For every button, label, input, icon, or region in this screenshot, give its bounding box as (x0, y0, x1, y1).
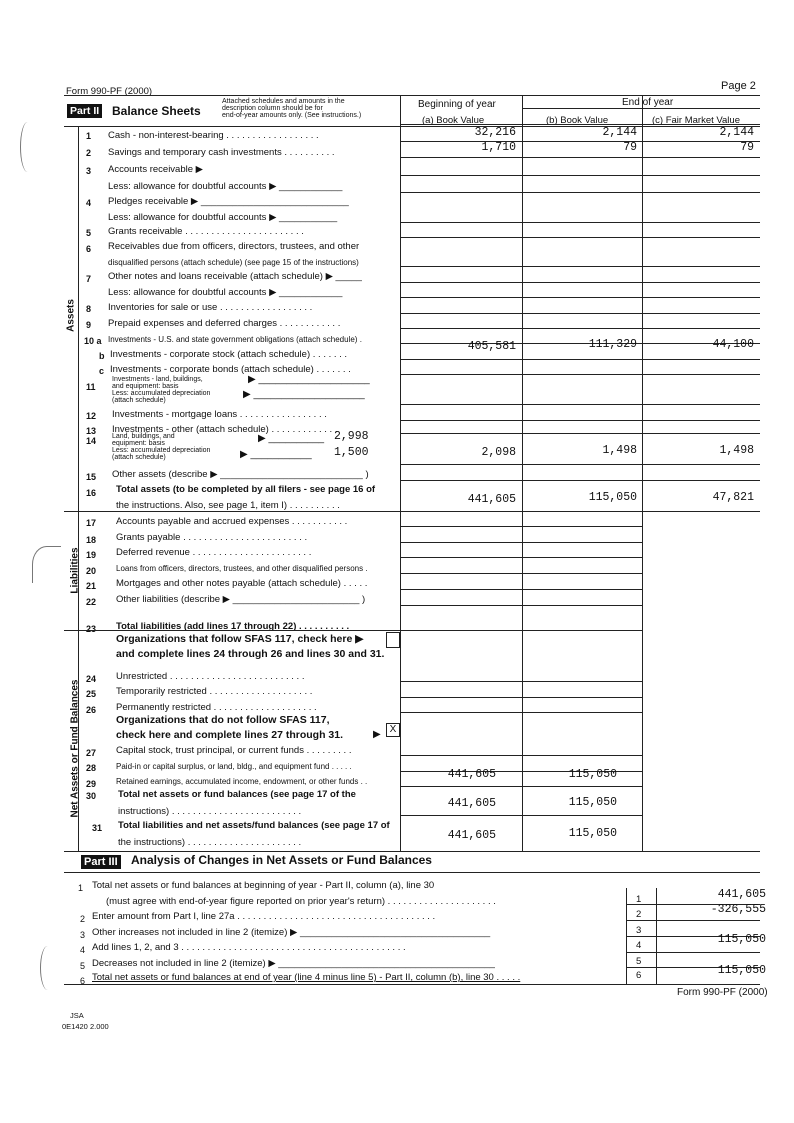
line-num: 13 (86, 426, 97, 436)
line-desc-2: the instructions. Also, see page 1, item I) . . . . . . . . . . (116, 500, 340, 511)
liabilities-bottom-rule (64, 630, 642, 631)
value-b: 2,144 (602, 126, 637, 139)
col-c-header: (c) Fair Market Value (652, 115, 740, 126)
line-desc: Total net assets or fund balances at end of year (line 4 minus line 5) - Part II, column (b), line 30 . . . . . (92, 972, 521, 983)
line-box-num: 1 (636, 894, 642, 905)
row-rule (400, 480, 760, 481)
line-num: 23 (86, 624, 97, 634)
line-desc: Inventories for sale or use . . . . . . . . . . . . . . . . . . (108, 302, 313, 313)
col-beginning-of-year: Beginning of year (418, 99, 496, 110)
row-rule (400, 157, 760, 158)
value-c: 2,144 (719, 126, 754, 139)
part2-bottom-rule (64, 851, 760, 852)
line-desc-2: the instructions) . . . . . . . . . . . . . . . . . . . . . . (118, 837, 302, 848)
row-rule (400, 542, 642, 543)
jsa-label: JSA (70, 1011, 84, 1020)
row-rule (400, 526, 642, 527)
value-a: 405,581 (467, 340, 516, 353)
line-num: c (99, 366, 105, 376)
row-rule (400, 222, 760, 223)
row-rule (400, 374, 760, 375)
line-desc: Capital stock, trust principal, or current funds . . . . . . . . . (116, 745, 352, 756)
line-num: 4 (80, 945, 86, 955)
value-a: 441,605 (447, 797, 496, 810)
scan-mark (32, 546, 61, 583)
line-num: 5 (86, 228, 92, 238)
arrow-icon: ▶ ___________ (240, 449, 312, 460)
line-desc-2: equipment: basis (112, 440, 165, 447)
line-num: 2 (86, 148, 92, 158)
page-number-text: Page 2 (721, 80, 756, 92)
value: -326,555 (710, 903, 766, 916)
line-num: 22 (86, 597, 97, 607)
line-desc: Other increases not included in line 2 (itemize) ▶ ____________________________________ (92, 927, 491, 938)
sfas117-checkbox[interactable] (386, 632, 400, 648)
line-num: 1 (78, 883, 84, 893)
line-desc: Total assets (to be completed by all filers - see page 16 of (116, 484, 376, 495)
line-num: 15 (86, 472, 97, 482)
row-rule (400, 297, 760, 298)
row-rule (400, 786, 642, 787)
line-num: 6 (80, 976, 86, 986)
line-num: 30 (86, 791, 97, 801)
line-desc: Decreases not included in line 2 (itemize) ▶ _________________________________________ (92, 958, 495, 969)
line-num: 28 (86, 763, 97, 773)
scan-mark (20, 122, 35, 172)
row-rule (626, 920, 760, 921)
value-a: 1,710 (481, 141, 516, 154)
row-rule (626, 952, 760, 953)
form-id-bottom: Form 990-PF (2000) (677, 987, 768, 998)
line-desc-2: instructions) . . . . . . . . . . . . . . . . . . . . . . . . . (118, 806, 302, 817)
line-desc-2: Less: allowance for doubtful accounts ▶ ____________ (108, 181, 343, 192)
line-box-num: 3 (636, 925, 642, 936)
sfas117-text-2: and complete lines 24 through 26 and lines 30 and 31. (116, 648, 385, 660)
line-desc: Investments - corporate bonds (attach schedule) . . . . . . . (110, 364, 351, 375)
line-desc: Total net assets or fund balances at beginning of year - Part II, column (a), line 30 (92, 880, 435, 891)
line-desc: Cash - non-interest-bearing . . . . . . . . . . . . . . . . . . (108, 130, 319, 141)
line-desc-4: (attach schedule) (112, 454, 166, 461)
line-num: 21 (86, 581, 97, 591)
value-a: 441,605 (447, 829, 496, 842)
col-a-header: (a) Book Value (422, 115, 485, 126)
line-desc: Permanently restricted . . . . . . . . . . . . . . . . . . . . (116, 702, 317, 713)
line-desc: Accounts receivable ▶ (108, 164, 203, 175)
line-num: 26 (86, 705, 97, 715)
line-num: 20 (86, 566, 97, 576)
value: 115,050 (717, 964, 766, 977)
line-desc: Land, buildings, and (112, 433, 175, 440)
col-b-header: (b) Book Value (546, 115, 609, 126)
line-box-num: 6 (636, 970, 642, 981)
arrow-icon: ▶ (373, 729, 381, 740)
line-desc: Investments - corporate stock (attach schedule) . . . . . . . (110, 349, 348, 360)
part2-note-2: description column should be for (222, 105, 323, 112)
value-b: 1,498 (602, 444, 637, 457)
line-num: 24 (86, 674, 97, 684)
line-box-num: 4 (636, 940, 642, 951)
value-a: 441,605 (467, 493, 516, 506)
line-num: 7 (86, 274, 92, 284)
line-desc: Loans from officers, directors, trustees, and other disqualified persons . (116, 564, 368, 573)
line-num: 8 (86, 304, 92, 314)
line-num: 19 (86, 550, 97, 560)
nosfas-checkbox[interactable]: X (386, 723, 400, 737)
line-desc: Unrestricted . . . . . . . . . . . . . . . . . . . . . . . . . . (116, 671, 305, 682)
line-desc: Add lines 1, 2, and 3 . . . . . . . . . . . . . . . . . . . . . . . . . . . . . . . . . . . . . . . . . . . (92, 942, 406, 953)
col-header-rule (400, 124, 760, 125)
line-desc: Total net assets or fund balances (see page 17 of the (118, 789, 356, 800)
line-desc-2: disqualified persons (attach schedule) (see page 15 of the instructions) (108, 258, 359, 267)
line-num: 27 (86, 748, 97, 758)
line-num: 29 (86, 779, 97, 789)
part3-bottom-rule (64, 984, 760, 985)
line-desc-2: Less: allowance for doubtful accounts ▶ ____________ (108, 287, 343, 298)
value-c: 47,821 (712, 491, 754, 504)
line-desc: Total liabilities and net assets/fund balances (see page 17 of (118, 820, 390, 831)
line-desc: Accounts payable and accrued expenses . . . . . . . . . . . (116, 516, 348, 527)
value-b: 111,329 (588, 338, 637, 351)
part2-label: Part II (67, 104, 102, 118)
arrow-icon: ▶ ____________________ (243, 389, 365, 400)
value-b: 115,050 (568, 768, 617, 781)
line-num: 4 (86, 198, 92, 208)
line-num: 5 (80, 961, 86, 971)
line-desc: Paid-in or capital surplus, or land, bldg., and equipment fund . . . . . (116, 762, 352, 771)
line-desc: Grants payable . . . . . . . . . . . . . . . . . . . . . . . . (116, 532, 308, 543)
line-num: 9 (86, 320, 92, 330)
form-id-top: Form 990-PF (2000) (66, 86, 153, 97)
arrow-icon: ▶ __________ (258, 433, 325, 444)
line-desc: Investments - U.S. and state government obligations (attach schedule) . (108, 335, 362, 344)
line-desc: Prepaid expenses and deferred charges . . . . . . . . . . . . (108, 318, 341, 329)
value-c: 79 (740, 141, 754, 154)
line-box-num: 2 (636, 909, 642, 920)
row-rule (400, 175, 760, 176)
line-desc-3: Less: accumulated depreciation (112, 447, 211, 454)
line-desc: Temporarily restricted . . . . . . . . . . . . . . . . . . . . (116, 686, 313, 697)
col-b-left-rule (522, 96, 523, 852)
col-a-left-rule (400, 96, 401, 852)
value-b: 115,050 (568, 827, 617, 840)
line-desc: Receivables due from officers, directors, trustees, and other (108, 241, 360, 252)
line-desc: Deferred revenue . . . . . . . . . . . . . . . . . . . . . . . (116, 547, 312, 558)
assets-bottom-rule (64, 511, 760, 512)
row-rule (400, 282, 760, 283)
line-desc: Savings and temporary cash investments . . . . . . . . . . (108, 147, 335, 158)
value-a: 32,216 (474, 126, 516, 139)
line-num: b (99, 351, 105, 361)
row-rule (400, 464, 760, 465)
line-desc-2: Less: allowance for doubtful accounts ▶ ___________ (108, 212, 338, 223)
line-desc: Other assets (describe ▶ ___________________________ ) (112, 469, 369, 480)
line-desc: Investments - other (attach schedule) . . . . . . . . . . . . . (112, 424, 338, 435)
basis-value: 2,998 (334, 430, 369, 443)
value-b: 115,050 (588, 491, 637, 504)
col-c-left-rule (642, 96, 643, 852)
header-rule (64, 95, 760, 96)
row-rule (400, 589, 642, 590)
part2-note-1: Attached schedules and amounts in the (222, 98, 345, 105)
line-desc: Investments - land, buildings, (112, 376, 203, 383)
part2-note-3: end-of-year amounts only. (See instructions.) (222, 112, 362, 119)
line-desc-3: Less: accumulated depreciation (112, 390, 211, 397)
line-desc: Enter amount from Part I, line 27a . . . . . . . . . . . . . . . . . . . . . . . . . . . . . . . . . . . . . . (92, 911, 436, 922)
line-desc: Investments - mortgage loans . . . . . . . . . . . . . . . . . (112, 409, 327, 420)
row-rule (400, 433, 760, 434)
jsa-code: 0E1420 2.000 (62, 1022, 109, 1031)
row-rule (400, 681, 642, 682)
row-rule (400, 404, 760, 405)
line-num: 31 (92, 823, 103, 833)
part2-title: Balance Sheets (112, 104, 201, 118)
line-desc: Mortgages and other notes payable (attach schedule) . . . . . (116, 578, 368, 589)
row-rule (400, 266, 760, 267)
line-num: 1 (86, 131, 92, 141)
sfas117-text: Organizations that follow SFAS 117, check here ▶ (116, 633, 364, 645)
scan-mark (40, 946, 55, 990)
row-rule (400, 313, 760, 314)
line-desc: Other liabilities (describe ▶ ________________________ ) (116, 594, 366, 605)
row-rule (400, 557, 642, 558)
row-rule (400, 192, 760, 193)
line-num: 3 (86, 166, 92, 176)
side-label-assets: Assets (65, 299, 77, 332)
line-desc: Grants receivable . . . . . . . . . . . . . . . . . . . . . . . (108, 226, 304, 237)
value: 441,605 (717, 888, 766, 901)
side-label-net-assets: Net Assets or Fund Balances (69, 679, 81, 818)
line-desc: Total liabilities (add lines 17 through 22) . . . . . . . . . . (116, 621, 350, 632)
line-num: 11 (86, 382, 96, 392)
line-num: 16 (86, 488, 97, 498)
part3-title: Analysis of Changes in Net Assets or Fund Balances (131, 853, 432, 867)
value-b: 79 (623, 141, 637, 154)
part3-top-rule (64, 872, 760, 873)
line-desc: Retained earnings, accumulated income, endowment, or other funds . . (116, 777, 368, 786)
row-rule (400, 573, 642, 574)
line-desc-2: and equipment: basis (112, 383, 179, 390)
value-c: 1,498 (719, 444, 754, 457)
line-desc: Other notes and loans receivable (attach schedule) ▶ _____ (108, 271, 362, 282)
row-rule (400, 815, 642, 816)
row-rule (400, 328, 760, 329)
value-c: 44,100 (712, 338, 754, 351)
line-desc-4: (attach schedule) (112, 397, 166, 404)
line-num: 2 (80, 914, 86, 924)
nosfas-text-2: check here and complete lines 27 through 31. (116, 729, 343, 741)
row-rule (400, 605, 642, 606)
row-rule (400, 697, 642, 698)
row-rule (400, 755, 642, 756)
part3-label: Part III (81, 855, 121, 869)
col-end-of-year: End of year (622, 97, 674, 108)
line-num: 14 (86, 436, 97, 446)
eoy-rule (522, 108, 760, 109)
value-a: 441,605 (447, 768, 496, 781)
side-label-liabilities: Liabilities (69, 547, 81, 594)
line-num: 17 (86, 518, 97, 528)
depreciation-value: 1,500 (334, 446, 369, 459)
line-num: 25 (86, 689, 97, 699)
line-num: 3 (80, 930, 86, 940)
row-rule (400, 237, 760, 238)
row-rule (400, 420, 760, 421)
value-b: 115,050 (568, 796, 617, 809)
line-desc: Pledges receivable ▶ ____________________________ (108, 196, 349, 207)
line-num: 6 (86, 244, 92, 254)
value: 115,050 (717, 933, 766, 946)
value-a: 2,098 (481, 446, 516, 459)
nosfas-text: Organizations that do not follow SFAS 117, (116, 714, 330, 726)
line-num: 12 (86, 411, 97, 421)
line-num: 10 a (84, 336, 102, 346)
row-rule (400, 359, 760, 360)
row-rule (400, 712, 642, 713)
line-num: 18 (86, 535, 97, 545)
arrow-icon: ▶ ____________________ (248, 374, 370, 385)
line-desc-2: (must agree with end-of-year figure reported on prior year's return) . . . . . . . . . . . . . . . . . . . . . (106, 896, 496, 907)
line-box-num: 5 (636, 956, 642, 967)
page-number (721, 80, 756, 92)
